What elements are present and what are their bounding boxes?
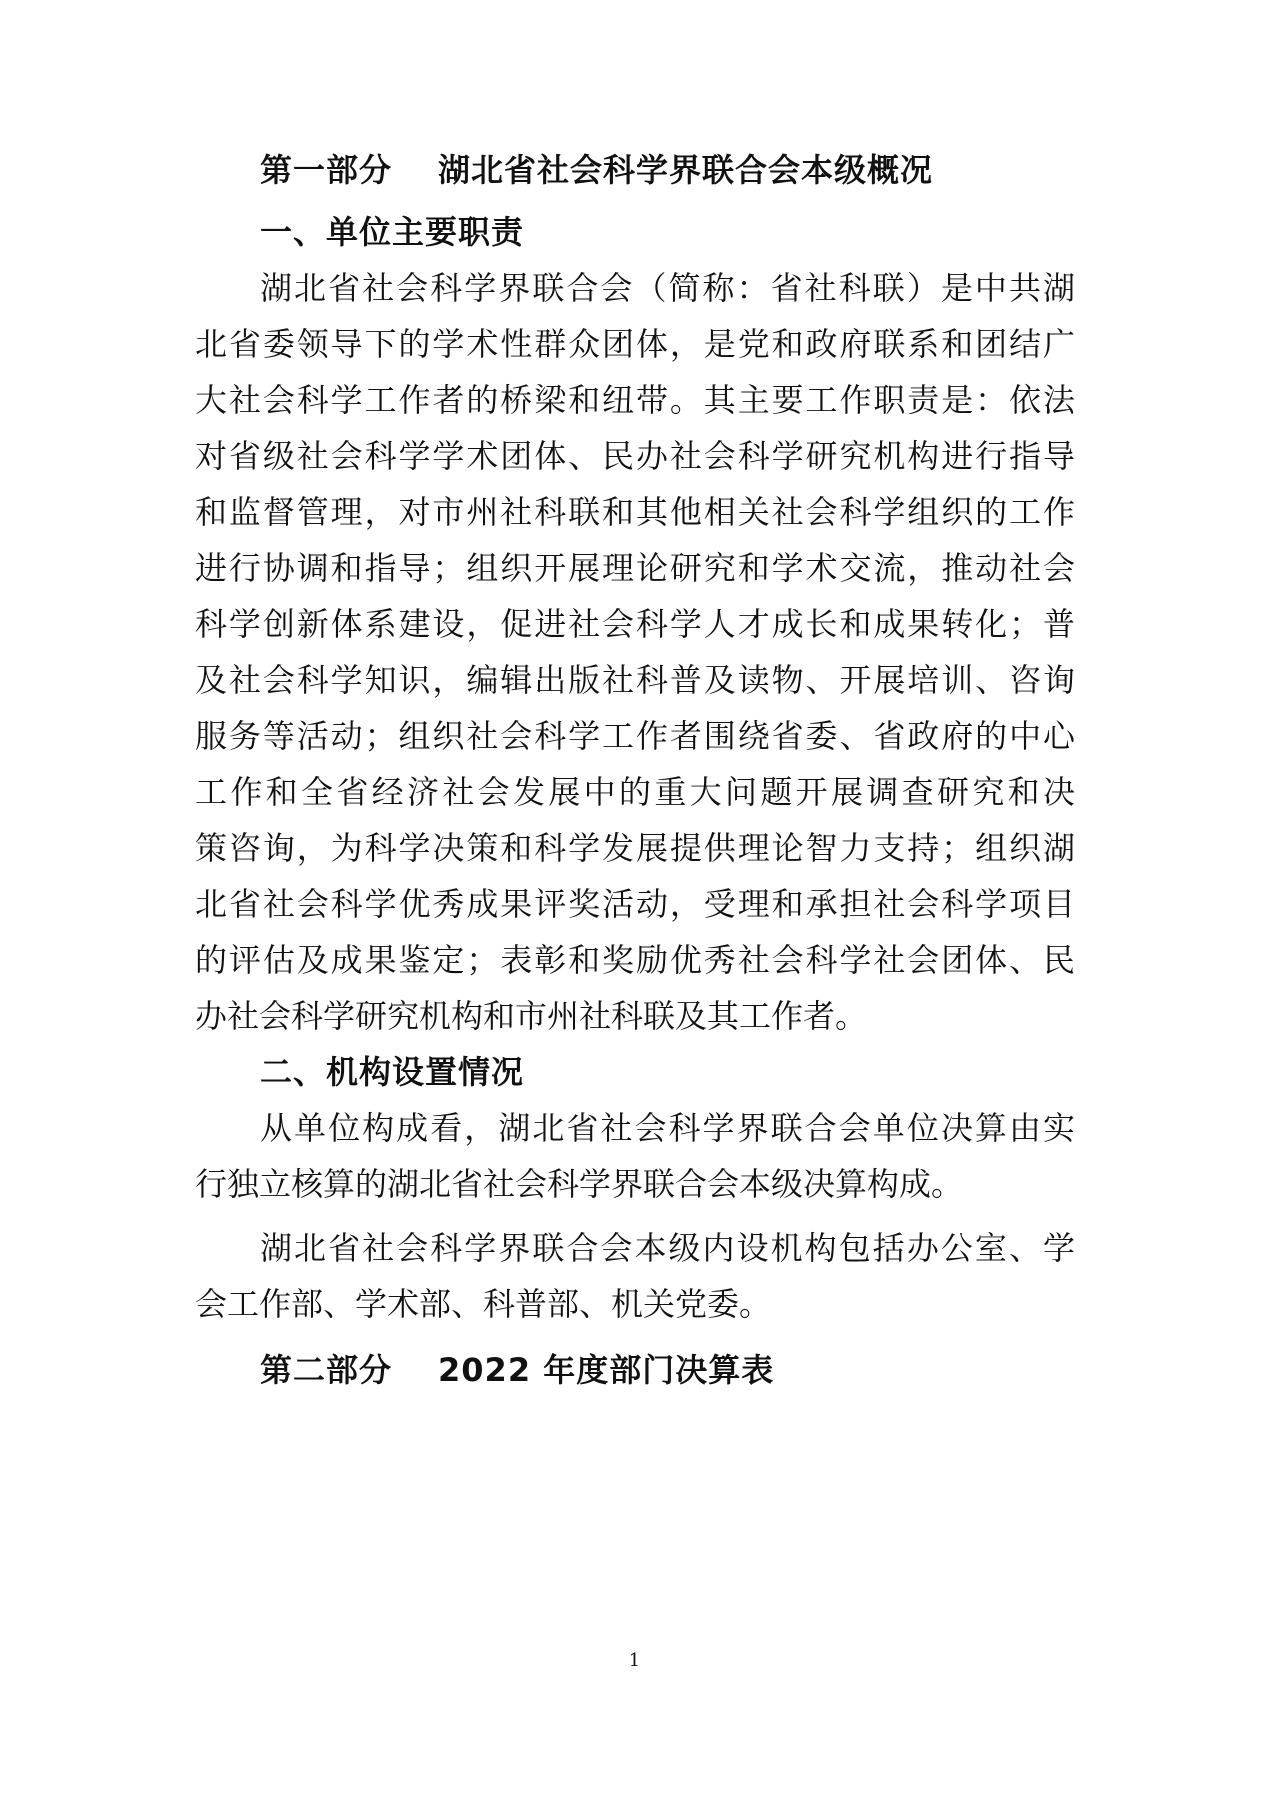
section1-title: 一、单位主要职责 (260, 213, 525, 251)
part2-title (260, 1345, 774, 1391)
section1-line: 策咨询，为科学决策和科学发展提供理论智力支持；组织湖 (195, 829, 1075, 867)
section1-line: 进行协调和指导；组织开展理论研究和学术交流，推动社会 (195, 549, 1075, 587)
section1-line: 及社会科学知识，编辑出版社科普及读物、开展培训、咨询 (195, 661, 1075, 699)
section1-line: 服务等活动；组织社会科学工作者围绕省委、省政府的中心 (195, 717, 1075, 755)
section1-line: 工作和全省经济社会发展中的重大问题开展调查研究和决 (195, 773, 1075, 811)
section1-line: 科学创新体系建设，促进社会科学人才成长和成果转化；普 (195, 605, 1075, 643)
page-number: 1 (628, 1650, 641, 1671)
part1-title-label: 第一部分 (260, 151, 393, 189)
section1-line: 大社会科学工作者的桥梁和纽带。其主要工作职责是：依法 (195, 381, 1075, 419)
section1-line: 北省社会科学优秀成果评奖活动，受理和承担社会科学项目 (195, 885, 1075, 923)
part2-title-label: 第二部分 (260, 1351, 393, 1389)
section1-line: 湖北省社会科学界联合会（简称：省社科联）是中共湖 (260, 269, 1075, 307)
part1-title-text: 湖北省社会科学界联合会本级概况 (438, 151, 934, 189)
section1-line: 办社会科学研究机构和市州社科联及其工作者。 (195, 997, 868, 1035)
section2-para1-line: 行独立核算的湖北省社会科学界联合会本级决算构成。 (195, 1165, 964, 1203)
part1-title (260, 145, 933, 191)
section2-para1-line: 从单位构成看，湖北省社会科学界联合会单位决算由实 (260, 1109, 1075, 1147)
section2-para2-line: 会工作部、学术部、科普部、机关党委。 (195, 1285, 772, 1323)
section1-line: 对省级社会科学学术团体、民办社会科学研究机构进行指导 (195, 437, 1075, 475)
section1-line: 的评估及成果鉴定；表彰和奖励优秀社会科学社会团体、民 (195, 941, 1075, 979)
section1-line: 北省委领导下的学术性群众团体，是党和政府联系和团结广 (195, 325, 1075, 363)
section1-line: 和监督管理，对市州社科联和其他相关社会科学组织的工作 (195, 493, 1075, 531)
section2-para2-line: 湖北省社会科学界联合会本级内设机构包括办公室、学 (260, 1229, 1075, 1267)
section2-title: 二、机构设置情况 (260, 1053, 525, 1091)
part2-title-text: 2022 年度部门决算表 (438, 1351, 775, 1389)
